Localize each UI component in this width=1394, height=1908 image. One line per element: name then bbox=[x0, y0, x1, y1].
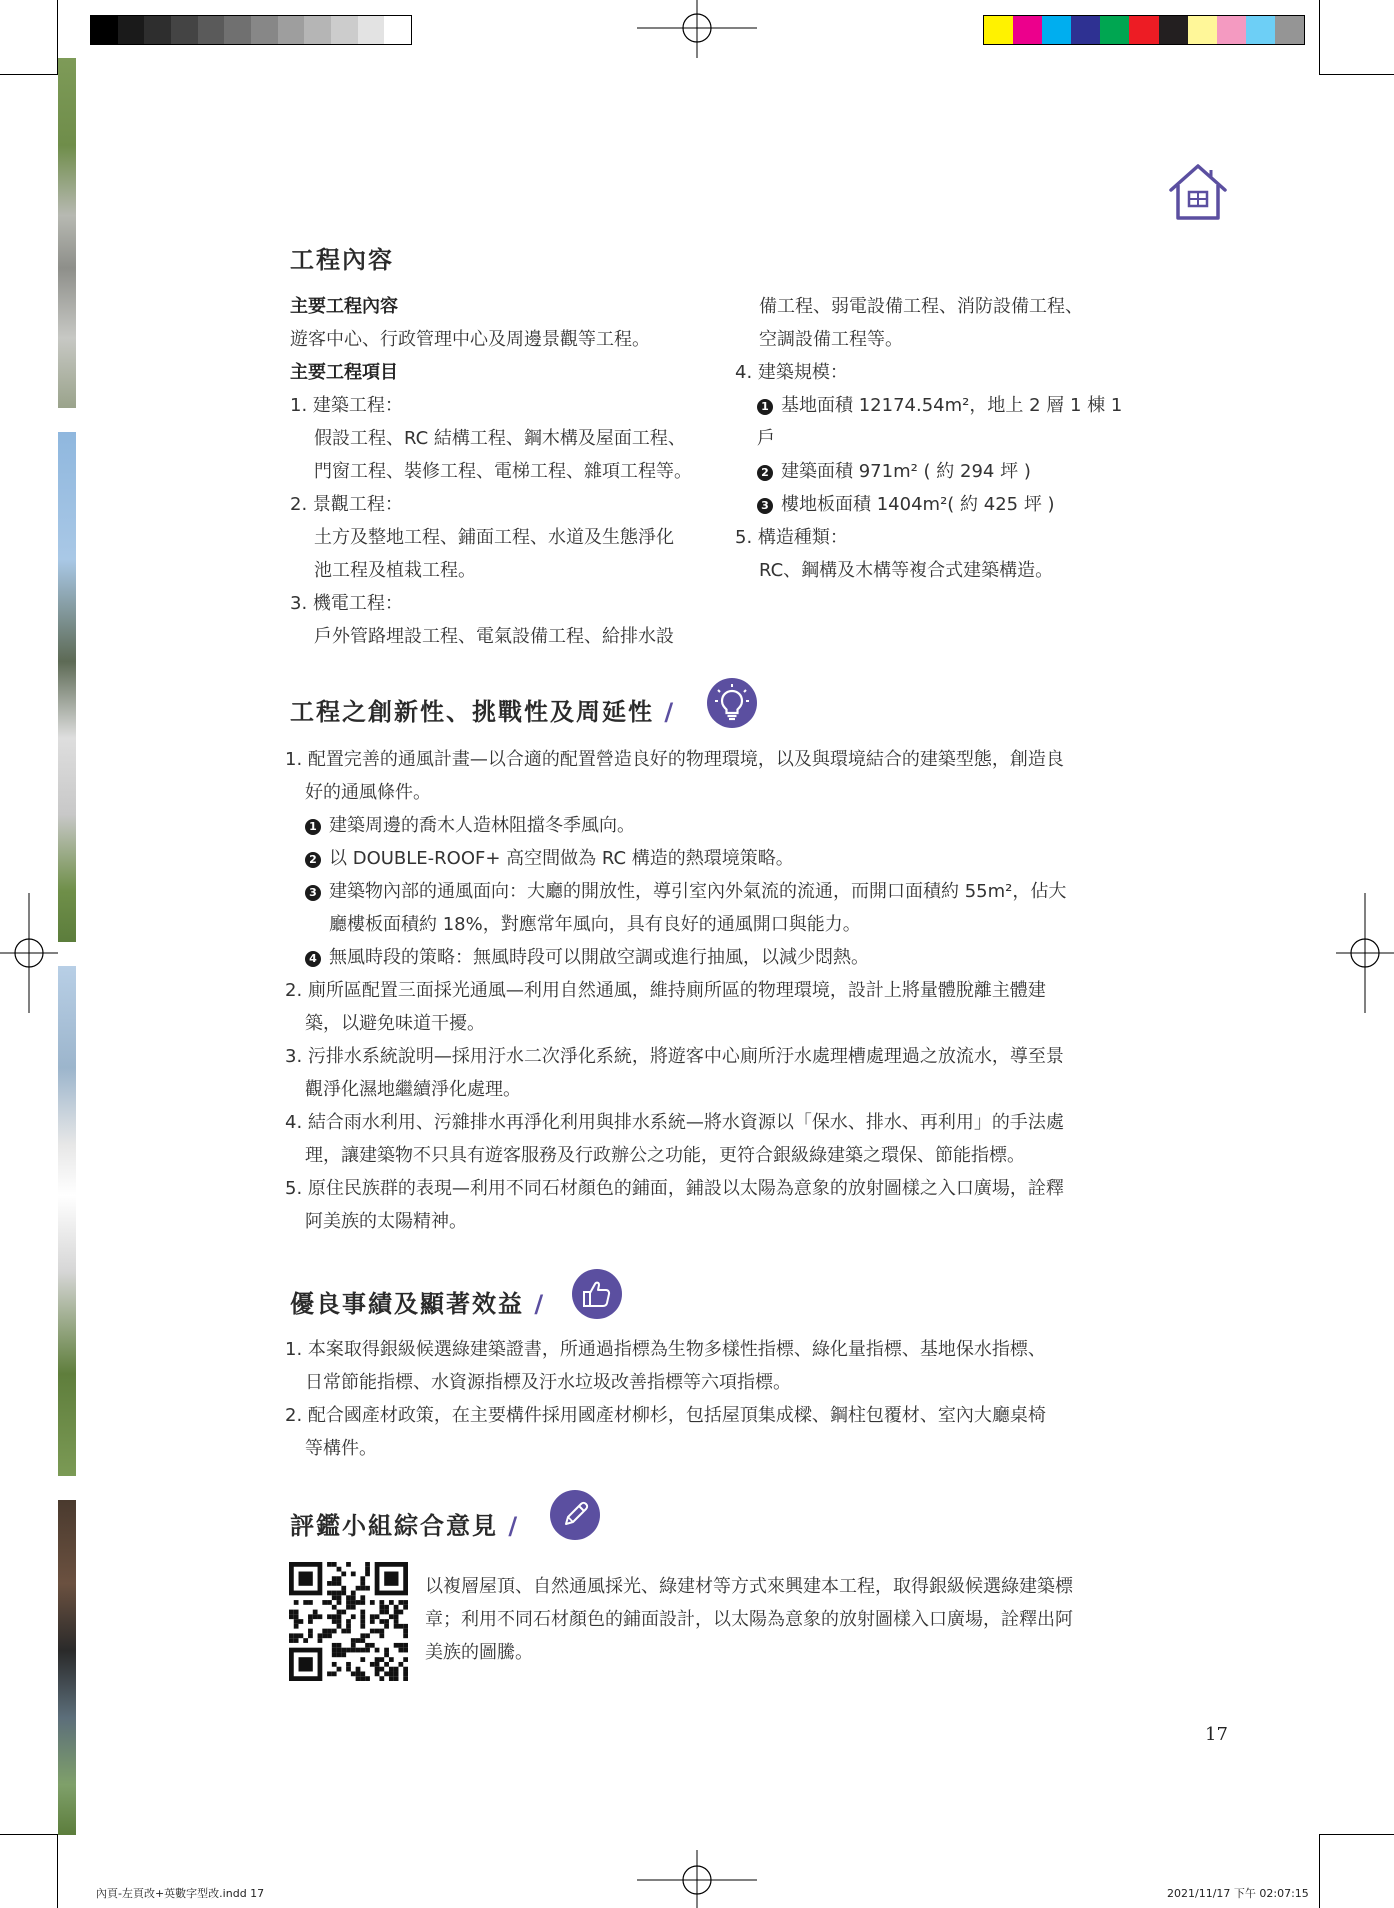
color-swatch bbox=[1217, 16, 1246, 44]
item2-title: 2. 景觀工程： bbox=[290, 494, 403, 515]
title-slash: / bbox=[534, 1290, 546, 1318]
sub1-text: 建築周邊的喬木人造林阻擋冬季風向。 bbox=[329, 815, 635, 836]
review-line1: 以複層屋頂、自然通風採光、綠建材等方式來興建本工程，取得銀級候選綠建築標 bbox=[425, 1576, 1073, 1597]
circled-number: 2 bbox=[305, 852, 321, 868]
review-body bbox=[425, 1570, 1145, 1669]
innovation-p2-line2: 築，以避免味道干擾。 bbox=[305, 1013, 485, 1034]
section-title-innovation bbox=[290, 692, 675, 727]
color-swatch bbox=[1013, 16, 1042, 44]
innovation-p3-line1: 3. 污排水系統說明—採用汙水二次淨化系統，將遊客中心廁所汙水處理槽處理過之放流水，導至景 bbox=[285, 1046, 1064, 1067]
section-title-achievements bbox=[290, 1284, 545, 1319]
review-title-text: 評鑑小組綜合意見 bbox=[290, 1512, 498, 1540]
color-swatch bbox=[1275, 16, 1304, 44]
innovation-p2-line1: 2. 廁所區配置三面採光通風—利用自然通風，維持廁所區的物理環境，設計上將量體脫離主體建 bbox=[285, 980, 1046, 1001]
circled-number: 3 bbox=[757, 498, 773, 514]
color-swatch bbox=[1188, 16, 1217, 44]
main-content-label: 主要工程內容 bbox=[290, 296, 398, 317]
achievements-p2-line1: 2. 配合國產材政策，在主要構件採用國產材柳杉，包括屋頂集成樑、鋼柱包覆材、室內大廳桌椅 bbox=[285, 1405, 1046, 1426]
grey-swatch bbox=[278, 16, 305, 44]
color-swatch bbox=[1100, 16, 1129, 44]
grey-swatch bbox=[384, 16, 411, 44]
crop-mark bbox=[0, 1834, 58, 1835]
achievements-p2-line2: 等構件。 bbox=[305, 1438, 377, 1459]
crop-mark bbox=[1319, 1834, 1394, 1835]
section-title-review bbox=[290, 1506, 519, 1541]
project-content-left-column bbox=[290, 290, 730, 653]
scale1-text: 基地面積 12174.54m²，地上 2 層 1 棟 1 戶 bbox=[757, 395, 1123, 449]
grey-swatch bbox=[331, 16, 358, 44]
review-line3: 美族的圖騰。 bbox=[425, 1642, 533, 1663]
section-title-project-content: 工程內容 bbox=[290, 246, 394, 274]
page-number: 17 bbox=[1205, 1724, 1228, 1745]
circled-number: 4 bbox=[305, 951, 321, 967]
item3-line1: 戶外管路埋設工程、電氣設備工程、給排水設 bbox=[314, 626, 674, 647]
thumbs-up-icon bbox=[572, 1269, 622, 1319]
color-swatch bbox=[984, 16, 1013, 44]
registration-mark-bottom bbox=[637, 1850, 757, 1908]
item1-line1: 假設工程、RC 結構工程、鋼木構及屋面工程、 bbox=[314, 428, 686, 449]
crop-mark bbox=[1319, 0, 1320, 75]
main-items-label: 主要工程項目 bbox=[290, 362, 398, 383]
grey-swatch bbox=[304, 16, 331, 44]
innovation-sub3-line1 bbox=[285, 875, 1135, 908]
circled-number: 1 bbox=[305, 819, 321, 835]
grey-swatch bbox=[358, 16, 385, 44]
item3-title: 3. 機電工程： bbox=[290, 593, 403, 614]
item4-title: 4. 建築規模： bbox=[735, 362, 848, 383]
achievements-p1-line1: 1. 本案取得銀級候選綠建築證書，所通過指標為生物多樣性指標、綠化量指標、基地保水指標、 bbox=[285, 1339, 1046, 1360]
color-swatch bbox=[1071, 16, 1100, 44]
registration-mark-top bbox=[637, 0, 757, 58]
item5-title: 5. 構造種類： bbox=[735, 527, 848, 548]
innovation-p3-line2: 觀淨化濕地繼續淨化處理。 bbox=[305, 1079, 521, 1100]
grey-swatch bbox=[251, 16, 278, 44]
photo-strip bbox=[58, 432, 76, 942]
innovation-p4-line1: 4. 結合雨水利用、污雜排水再淨化利用與排水系統—將水資源以「保水、排水、再利用」的手法處 bbox=[285, 1112, 1064, 1133]
sub4-text: 無風時段的策略：無風時段可以開啟空調或進行抽風，以減少悶熱。 bbox=[329, 947, 869, 968]
scale-item-1 bbox=[735, 389, 1135, 455]
innovation-p1-line1: 1. 配置完善的通風計畫—以合適的配置營造良好的物理環境，以及與環境結合的建築型態，創造良 bbox=[285, 749, 1064, 770]
crop-mark bbox=[57, 1834, 58, 1908]
item1-line2: 門窗工程、裝修工程、電梯工程、雜項工程等。 bbox=[314, 461, 692, 482]
footer-timestamp: 2021/11/17 下午 02:07:15 bbox=[1167, 1887, 1309, 1900]
photo-strip bbox=[58, 1500, 76, 1835]
innovation-sub1 bbox=[285, 809, 1135, 842]
innovation-body bbox=[285, 743, 1135, 1238]
sub3-text: 建築物內部的通風面向：大廳的開放性，導引室內外氣流的流通，而開口面積約 55m²，佔大 bbox=[329, 881, 1067, 902]
innovation-p4-line2: 理，讓建築物不只具有遊客服務及行政辦公之功能，更符合銀級綠建築之環保、節能指標。 bbox=[305, 1145, 1025, 1166]
item5-line1: RC、鋼構及木構等複合式建築構造。 bbox=[759, 560, 1054, 581]
achievements-body bbox=[285, 1333, 1135, 1465]
crop-mark bbox=[0, 74, 58, 75]
grey-swatch bbox=[118, 16, 145, 44]
crop-mark bbox=[1319, 1834, 1320, 1908]
footer-filename: 內頁-左頁改+英數字型改.indd 17 bbox=[96, 1887, 265, 1900]
item3-line2: 備工程、弱電設備工程、消防設備工程、 bbox=[759, 296, 1083, 317]
lightbulb-icon bbox=[707, 678, 757, 728]
qr-code[interactable] bbox=[289, 1562, 408, 1681]
pencil-icon bbox=[550, 1490, 600, 1540]
title-slash: / bbox=[664, 698, 676, 726]
color-calibration-bar bbox=[983, 15, 1305, 45]
scale3-text: 樓地板面積 1404m²( 約 425 坪 ) bbox=[781, 494, 1055, 515]
innovation-title-text: 工程之創新性、挑戰性及周延性 bbox=[290, 698, 654, 726]
grey-swatch bbox=[91, 16, 118, 44]
registration-mark-right bbox=[1336, 893, 1394, 1013]
grey-swatch bbox=[171, 16, 198, 44]
grey-swatch bbox=[144, 16, 171, 44]
house-icon bbox=[1165, 160, 1231, 224]
grey-calibration-bar bbox=[90, 15, 412, 45]
scale-item-2 bbox=[735, 455, 1135, 488]
color-swatch bbox=[1159, 16, 1188, 44]
scale2-text: 建築面積 971m² ( 約 294 坪 ) bbox=[781, 461, 1031, 482]
grey-swatch bbox=[198, 16, 225, 44]
scale-item-3 bbox=[735, 488, 1135, 521]
color-swatch bbox=[1246, 16, 1275, 44]
review-line2: 章；利用不同石材顏色的鋪面設計，以太陽為意象的放射圖樣入口廣場，詮釋出阿 bbox=[425, 1609, 1073, 1630]
circled-number: 3 bbox=[305, 885, 321, 901]
item1-title: 1. 建築工程： bbox=[290, 395, 403, 416]
color-swatch bbox=[1129, 16, 1158, 44]
item3-line3: 空調設備工程等。 bbox=[759, 329, 903, 350]
photo-strip bbox=[58, 966, 76, 1476]
grey-swatch bbox=[224, 16, 251, 44]
photo-strip bbox=[58, 58, 76, 408]
achievements-title-text: 優良事績及顯著效益 bbox=[290, 1290, 524, 1318]
crop-mark bbox=[1319, 74, 1394, 75]
innovation-p1-line2: 好的通風條件。 bbox=[305, 782, 431, 803]
registration-mark-left bbox=[0, 893, 58, 1013]
achievements-p1-line2: 日常節能指標、水資源指標及汙水垃圾改善指標等六項指標。 bbox=[305, 1372, 791, 1393]
innovation-p5-line2: 阿美族的太陽精神。 bbox=[305, 1211, 467, 1232]
circled-number: 2 bbox=[757, 465, 773, 481]
project-content-right-column bbox=[735, 290, 1135, 587]
circled-number: 1 bbox=[757, 399, 773, 415]
innovation-sub2 bbox=[285, 842, 1135, 875]
innovation-sub4 bbox=[285, 941, 1135, 974]
innovation-sub3-line2: 廳樓板面積約 18%，對應常年風向，具有良好的通風開口與能力。 bbox=[329, 914, 861, 935]
color-swatch bbox=[1042, 16, 1071, 44]
main-content-text: 遊客中心、行政管理中心及周邊景觀等工程。 bbox=[290, 329, 650, 350]
sub2-text: 以 DOUBLE-ROOF+ 高空間做為 RC 構造的熱環境策略。 bbox=[329, 848, 794, 869]
item2-line2: 池工程及植栽工程。 bbox=[314, 560, 476, 581]
title-slash: / bbox=[508, 1512, 520, 1540]
innovation-p5-line1: 5. 原住民族群的表現—利用不同石材顏色的鋪面，鋪設以太陽為意象的放射圖樣之入口廣場，詮釋 bbox=[285, 1178, 1064, 1199]
item2-line1: 土方及整地工程、鋪面工程、水道及生態淨化 bbox=[314, 527, 674, 548]
